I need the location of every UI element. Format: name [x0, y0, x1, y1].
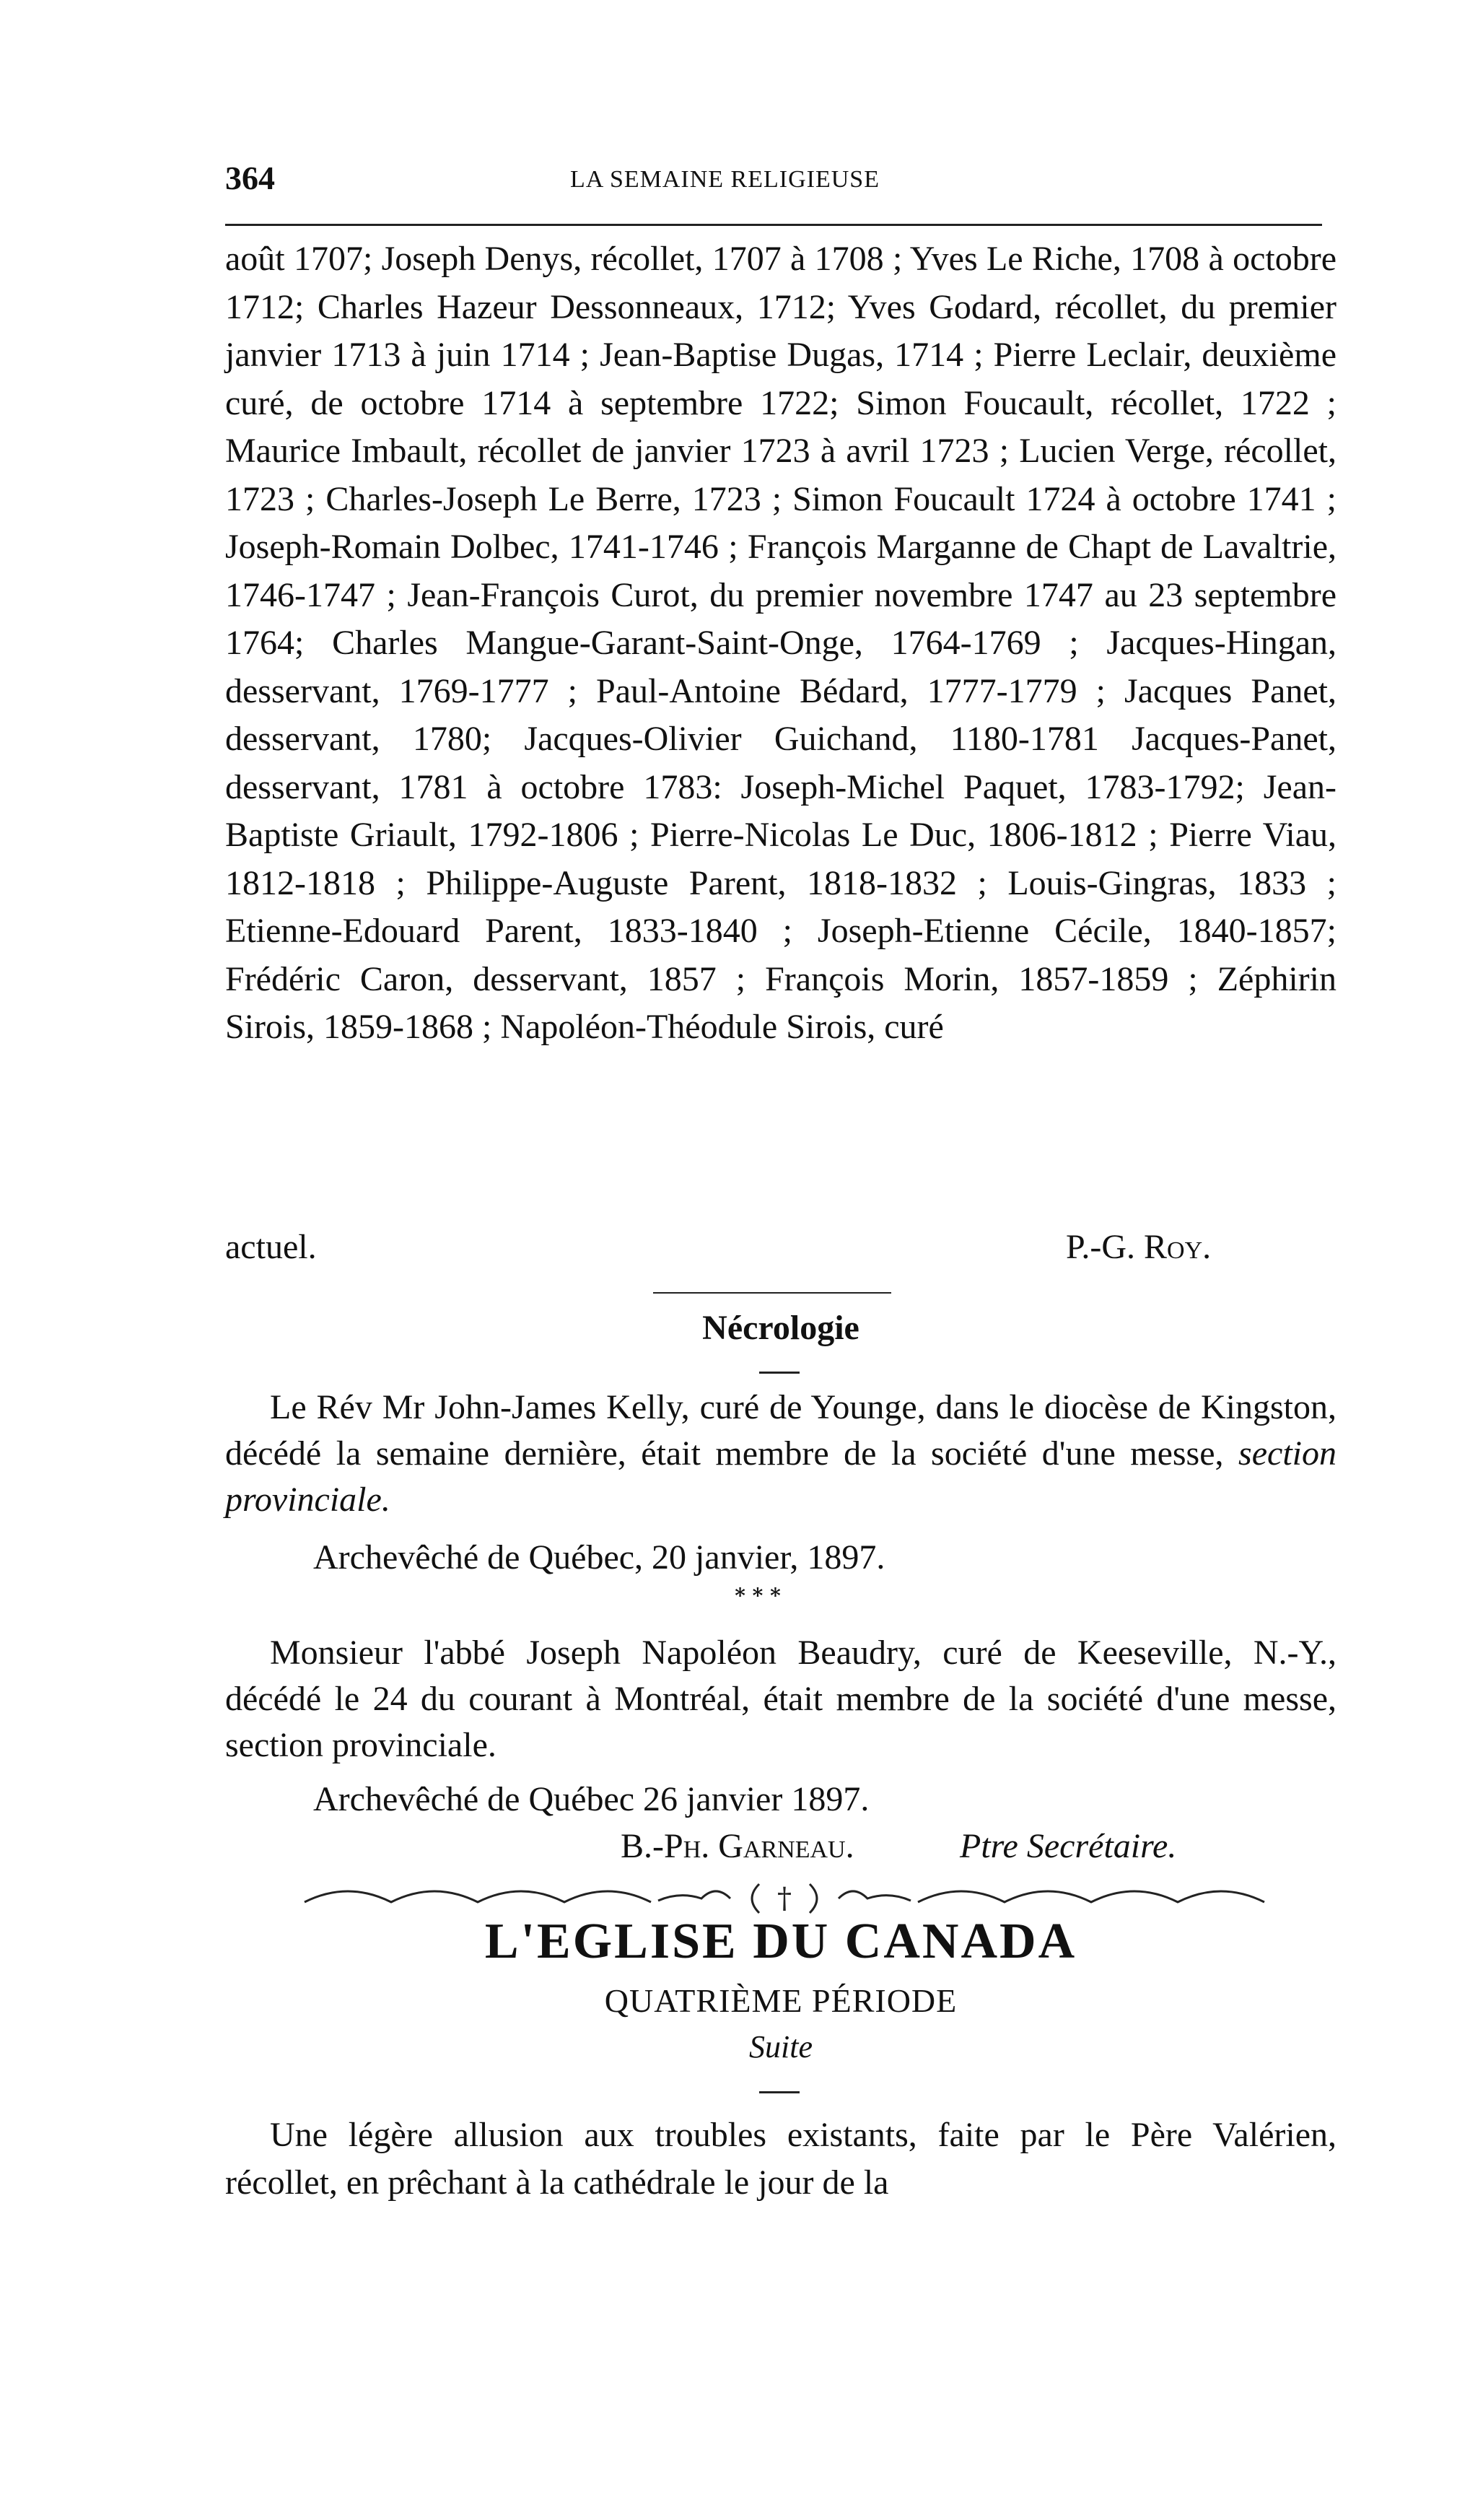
signature-title: Ptre Secrétaire.	[960, 1827, 1177, 1865]
decorative-ornament	[297, 1873, 1272, 1917]
svg-text:†: †	[777, 1882, 792, 1915]
notice-kelly-text: Le Rév Mr John-James Kelly, curé de Younge, dans le diocèse de Kingston, décédé la semaine dernière, était membre de la société d'une messe,	[225, 1388, 1336, 1473]
notice-beaudry-place-date: Archevêché de Québec 26 janvier 1897.	[313, 1780, 870, 1818]
necrologie-title: Nécrologie	[702, 1309, 859, 1347]
header-rule	[225, 224, 1322, 226]
stars-separator: * * *	[735, 1584, 781, 1608]
notice-kelly-place-date: Archevêché de Québec, 20 janvier, 1897.	[313, 1538, 885, 1577]
page-number: 364	[225, 160, 275, 196]
title-dash-2	[759, 2091, 800, 2093]
notice-kelly-italic: section provinciale.	[225, 1434, 1336, 1519]
notice-beaudry: Monsieur l'abbé Joseph Napoléon Beaudry, curé de Keeseville, N.-Y., décédé le 24 du courant à Montréal, était membre de la société d'une messe, section provinciale.	[225, 1634, 1336, 1764]
list-of-cures-text: août 1707; Joseph Denys, récollet, 1707 à 1708 ; Yves Le Riche, 1708 à octobre 1712; Charles Hazeur Dessonneaux, 1712; Yves Godard, récollet, du premier janvier 1713 à juin 1714 ; Jean-Baptise Dugas, 1714 ; Pierre Leclair, deuxième curé, de octobre 1714 à septembre 1722; Simon Foucault, récollet, 1722 ; Maurice Imbault, récollet de janvier 1723 à avril 1723 ; Lucien Verge, récollet, 1723 ; Charles-Joseph Le Berre, 1723 ; Simon Foucault 1724 à octobre 1741 ; Joseph-Romain Dolbec, 1741-1746 ; François Marganne de Chapt de Lavaltrie, 1746-1747 ; Jean-François Curot, du premier novembre 1747 au 23 septembre 1764; Charles Mangue-Garant-Saint-Onge, 1764-1769 ; Jacques-Hingan, desservant, 1769-1777 ; Paul-Antoine Bédard, 1777-1779 ; Jacques Panet, desservant, 1780; Jacques-Olivier Guichand, 1180-1781 Jacques-Panet, desservant, 1781 à octobre 1783: Joseph-Michel Paquet, 1783-1792; Jean-Baptiste Griault, 1792-1806 ; Pierre-Nicolas Le Duc, 1806-1812 ; Pierre Viau, 1812-1818 ; Philippe-Auguste Parent, 1818-1832 ; Louis-Gingras, 1833 ; Etienne-Edouard Parent, 1833-1840 ; Joseph-Etienne Cécile, 1840-1857; Frédéric Caron, desservant, 1857 ; François Morin, 1857-1859 ; Zéphirin Sirois, 1859-1868 ; Napoléon-Théodule Sirois, curé	[225, 240, 1336, 1046]
author-signature: P.-G. Roy.	[1066, 1228, 1212, 1266]
title-dash	[759, 1372, 800, 1374]
eglise-intro: Une légère allusion aux troubles existants, faite par le Père Valérien, récollet, en prêchant à la cathédrale le jour de la	[225, 2116, 1336, 2202]
page-header	[225, 159, 1322, 202]
signature-name: B.-Ph. Garneau.	[621, 1827, 854, 1865]
eglise-subtitle: QUATRIÈME PÉRIODE	[604, 1982, 958, 2019]
last-word: actuel.	[225, 1228, 317, 1266]
running-head: LA SEMAINE RELIGIEUSE	[570, 166, 880, 193]
list-of-cures	[225, 235, 1336, 1052]
eglise-suite: Suite	[749, 2029, 813, 2065]
eglise-title: L'EGLISE DU CANADA	[484, 1914, 1077, 1969]
notice-kelly	[225, 1385, 1336, 1523]
section-rule	[653, 1292, 891, 1294]
